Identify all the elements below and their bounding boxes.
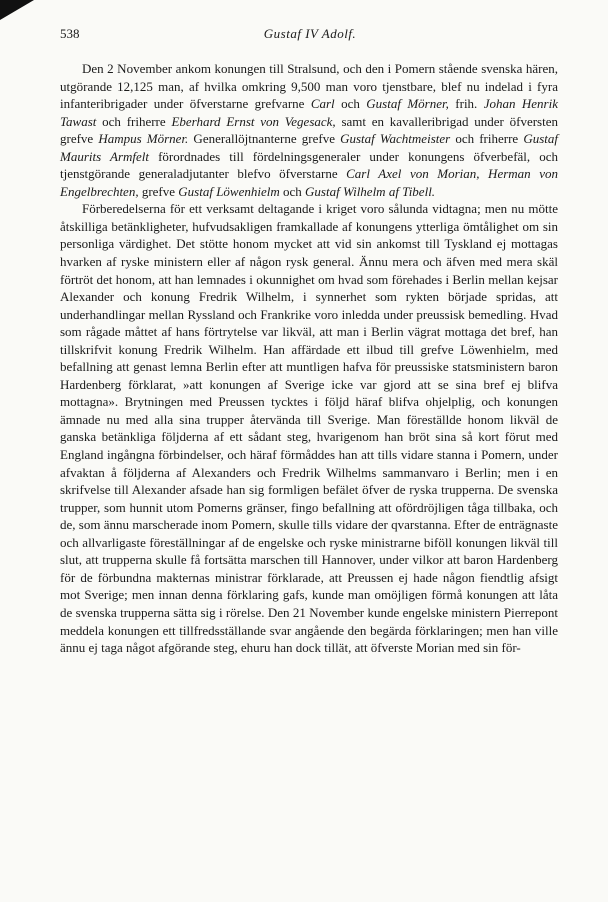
text-run: samt en kavalleribrigad under öfversten grefve bbox=[60, 113, 558, 147]
text-run: Förberedelserna för ett verksamt deltagande i kriget voro sålunda vidtagna; men nu mötte åtskilliga betänkligheter, hufvudsakligen framkallade af konungens ytterliga ömtålighet om sin personliga värdighet. Det stötte honom mycket att vid sin ankomst till Tyskland ej mottagas hvarken af ryske ministern eller af någon rysk general. Ännu mera och äfven med mera skäl förtröt det honom, att han lemnades i okunnighet om hvad som förehades i Berlin mellan kejsar Alexander och konung Fredrik Wilhelm, i synnerhet som rykten började spridas, att underhandlingar mellan Ryssland och Frankrike voro inledda under preussisk bemedling. Hvad som rågade måttet af hans förtrytelse var likväl, att man i Berlin vägrat mottaga det bref, han tillskrifvit konung Fredrik Wilhelm. Han affärdade ett ilbud till grefve Löwenhielm, med befallning att genast lemna Berlin efter att muntligen hafva för preussiske statsministern baron Hardenberg förklarat, »att konungen af Sverige icke var gjord att se sina bref ej blifva mottagna». Brytningen med Preussen tycktes i följd häraf blifva ohjelplig, och konungen ämnade nu med alla sina trupper återvända till Sverige. Man föreställde honom likväl de ganska betänkliga följderna af ett sådant steg, hvarigenom han bröt sina så kort förut med England ingångna förbindelser, och häraf förmåddes han att tills vidare stanna i Pomern, under afvaktan å följderna af Alexanders och Fredrik Wilhelms sammanvaro i Berlin; men i en skrifvelse till Alexander afsade han sig formligen befälet öfver de ryska trupperna. De svenska trupper, som hunnit utom Pomerns gränser, fingo befallning att ofördröjligen tåga tillbaka, och de, som ännu marscherade inom Pomern, skulle tills vidare der qvarstanna. Efter de enträgnaste och allvarligaste föreställningar af de engelske och ryske ministrarne biföll konungen likväl till slut, att trupperna skulle få fortsätta marschen till Hannover, under vilkor att baron Hardenberg för de förbundna makternas ministrar förklarade, att Preussen ej hade någon fiendtlig afsigt mot Sverige; men innan denna förklaring gafs, kunde man omöjligen förmå konungen att låta de svenska trupperna sätta sig i rörelse. Den 21 November kunde engelske ministern Pierrepont meddela konungen ett tillfredsställande svar angående den begärda förklaringen; men han ville ännu ej taga något afgörande steg, ehuru han dock tillät, att öfverste Morian med sin för- bbox=[60, 201, 558, 656]
text-run: Den 2 November ankom konungen till Stralsund, och den i Pomern stående svenska hären, utgörande 12,125 man, af hvilka omkring 9,500 man voro tjenstbare, blef nu indelad i fyra infanteribrigader under öfverstarne grefvarne bbox=[60, 61, 558, 112]
text-run: grefve bbox=[138, 183, 179, 199]
text-run: och friherre bbox=[96, 113, 172, 129]
page-header bbox=[60, 26, 560, 46]
italic-name: Gustaf Löwenhielm bbox=[178, 183, 280, 199]
italic-name: Carl Axel von Morian, Herman von Engelbrechten, bbox=[60, 166, 558, 199]
italic-name: Gustaf Wilhelm af Tibell. bbox=[305, 183, 436, 199]
text-run: Generallöjtnanterne grefve bbox=[188, 131, 341, 147]
italic-name: Gustaf Maurits Armfelt bbox=[60, 131, 558, 164]
paragraph bbox=[60, 60, 558, 200]
page-number: 538 bbox=[60, 26, 80, 41]
italic-name: Gustaf Wachtmeister bbox=[340, 131, 451, 147]
text-run: och friherre bbox=[450, 131, 524, 147]
running-title: Gustaf IV Adolf. bbox=[263, 26, 357, 41]
paragraph bbox=[60, 200, 558, 656]
italic-name: Johan Henrik Tawast bbox=[60, 96, 558, 129]
italic-name: Gustaf Mörner, bbox=[366, 96, 449, 112]
body-text bbox=[60, 60, 558, 657]
text-run: förordnades till fördelningsgeneraler under konungens öfverbefäl, och tjenstgörande generaladjutanter blefvo öfverstarne bbox=[60, 148, 559, 182]
text-run: och bbox=[279, 183, 306, 199]
text-run: och bbox=[334, 96, 367, 112]
italic-name: Carl bbox=[310, 96, 335, 112]
italic-name: Eberhard Ernst von Vegesack, bbox=[171, 113, 336, 129]
text-run: frih. bbox=[448, 96, 484, 112]
italic-name: Hampus Mörner. bbox=[98, 131, 189, 147]
page-corner-mark bbox=[0, 0, 34, 20]
